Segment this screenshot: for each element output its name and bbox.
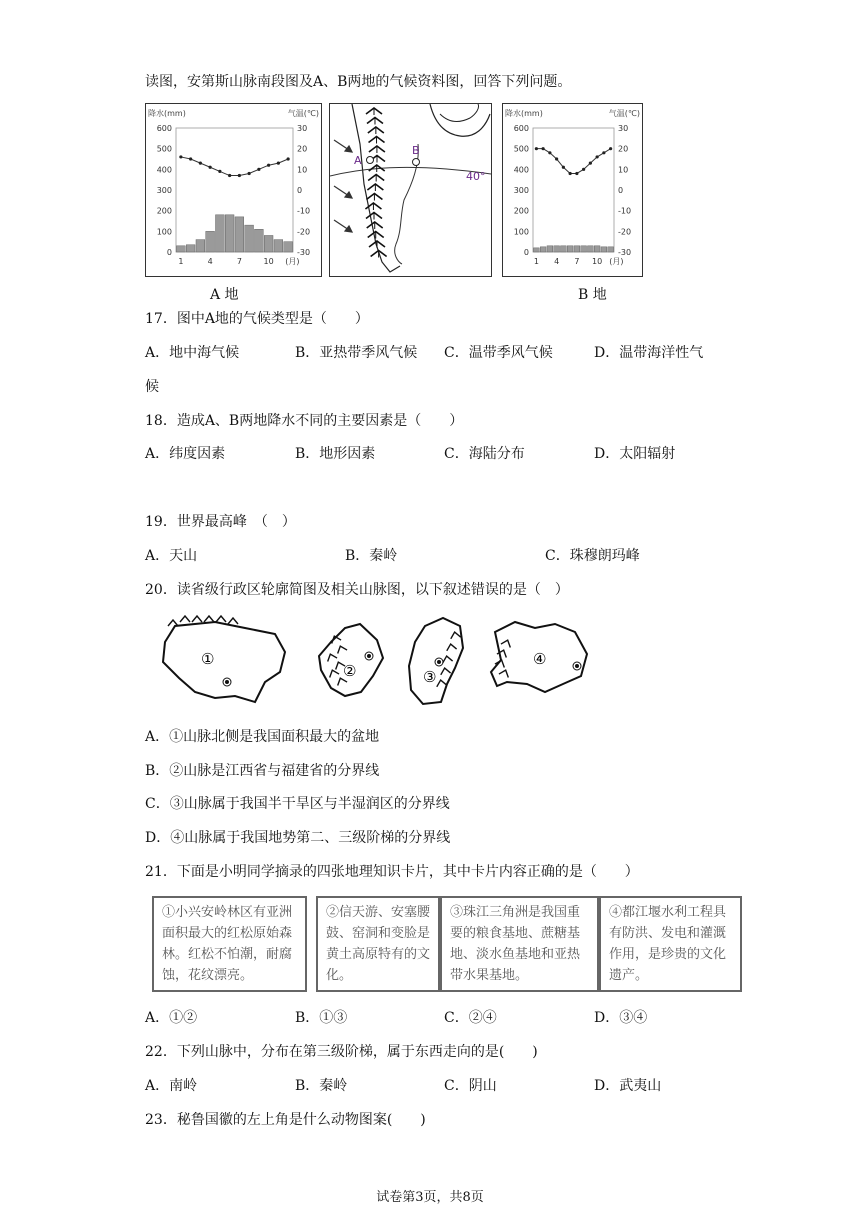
precip-bar: [245, 225, 254, 252]
precip-bar: [264, 235, 273, 252]
province-mountain-symbol: [336, 644, 347, 653]
andes-map-svg: [330, 104, 491, 276]
andes-map: [329, 103, 492, 277]
left-axis-label: 降水(mm): [148, 109, 186, 118]
intro-text: 读图，安第斯山脉南段图及A、B两地的气候资料图，回答下列问题。: [145, 74, 572, 90]
x-tick: 4: [554, 257, 560, 266]
temp-point: [277, 162, 280, 165]
temp-point: [248, 172, 251, 175]
temp-point: [267, 164, 270, 167]
province-mountain-symbol: [228, 618, 238, 624]
x-tick: 10: [263, 257, 274, 266]
province-mountain-symbol: [192, 616, 202, 622]
y-tick-left: 300: [513, 186, 529, 195]
q18-option-c[interactable]: C．海陆分布: [444, 446, 525, 462]
precip-bar: [567, 246, 573, 252]
page-footer: 试卷第3页，共8页: [376, 1190, 484, 1205]
mountain-chain: [365, 108, 386, 258]
q19-option-a[interactable]: A．天山: [145, 548, 198, 564]
precip-bar: [561, 246, 567, 252]
question-17-stem: 17．图中A地的气候类型是（ ）: [145, 311, 369, 327]
province-3-label: ③: [423, 668, 437, 686]
province-mountain-symbol: [450, 631, 461, 639]
province-1-label: ①: [201, 650, 215, 668]
q17-option-a[interactable]: A．地中海气候: [145, 345, 240, 361]
y-tick-left: 500: [156, 144, 172, 154]
y-tick-right: 20: [618, 144, 629, 154]
province-mountain-symbol: [168, 620, 178, 626]
province-outlines-svg: [155, 612, 615, 712]
q17-option-c[interactable]: C．温带季风气候: [444, 345, 553, 361]
temp-point: [189, 157, 192, 160]
precip-bar: [186, 245, 195, 252]
province-mountain-symbol: [328, 668, 339, 677]
question-20-stem: 20．读省级行政区轮廓简图及相关山脉图，以下叙述错误的是（ ）: [145, 582, 569, 598]
q21-option-c[interactable]: C．②④: [444, 1010, 497, 1026]
temp-point: [199, 162, 202, 165]
latitude-label: 40°: [466, 170, 486, 183]
knowledge-card-3: ③珠江三角洲是我国重要的粮食基地、蔗糖基地、淡水鱼基地和亚热带水果基地。: [440, 896, 599, 992]
province-mountain-symbol: [204, 616, 214, 622]
temp-point: [582, 168, 585, 171]
y-tick-right: -20: [297, 227, 311, 237]
q20-option-c[interactable]: C．③山脉属于我国半干旱区与半湿润区的分界线: [145, 796, 450, 812]
temp-line: [536, 149, 610, 174]
x-tick: 7: [236, 257, 242, 266]
province-mountain-symbol: [501, 638, 512, 647]
precip-bar: [540, 247, 546, 252]
temp-point: [542, 147, 545, 150]
x-unit: (月): [609, 257, 624, 266]
x-tick: 1: [178, 257, 184, 266]
temp-point: [228, 174, 231, 177]
precip-bar: [235, 217, 244, 252]
precip-bar: [588, 246, 594, 252]
climate-chart-a: [145, 103, 322, 277]
province-4-label: ④: [533, 650, 547, 668]
temp-point: [609, 147, 612, 150]
right-axis-label: 气温(℃): [287, 109, 319, 118]
province-mountain-symbol: [326, 652, 337, 661]
precip-bar: [216, 215, 225, 252]
precip-bar: [608, 247, 614, 252]
temp-point: [589, 162, 592, 165]
q18-option-d[interactable]: D．太阳辐射: [594, 446, 676, 462]
temp-point: [562, 166, 565, 169]
precip-bar: [547, 246, 553, 252]
temp-point: [596, 155, 599, 158]
q21-option-a[interactable]: A．①②: [145, 1010, 198, 1026]
province-2-label: ②: [343, 662, 357, 680]
province-mountain-symbol: [436, 679, 447, 687]
q20-option-d[interactable]: D．④山脉属于我国地势第二、三级阶梯的分界线: [145, 830, 451, 846]
q17-option-d-wrap: 候: [145, 379, 159, 395]
climate-chart-a-svg: [146, 104, 321, 276]
precip-bar: [177, 246, 186, 252]
x-tick: 1: [533, 257, 539, 266]
y-tick-right: 10: [618, 165, 629, 175]
temp-point: [287, 157, 290, 160]
q22-option-d[interactable]: D．武夷山: [594, 1078, 662, 1094]
temp-point: [569, 172, 572, 175]
temp-point: [218, 170, 221, 173]
y-tick-right: -30: [618, 248, 632, 257]
y-tick-left: 200: [513, 206, 529, 216]
temp-point: [238, 174, 241, 177]
y-tick-left: 400: [156, 165, 172, 175]
province-1-outline: [163, 622, 285, 702]
q18-option-b[interactable]: B．地形因素: [295, 446, 376, 462]
precip-bar: [255, 229, 264, 252]
question-23-stem: 23．秘鲁国徽的左上角是什么动物图案( ): [145, 1112, 426, 1128]
y-tick-right: 10: [297, 165, 308, 175]
y-tick-left: 200: [156, 206, 172, 216]
y-tick-left: 300: [156, 186, 172, 195]
right-axis-label: 气温(℃): [608, 109, 640, 118]
y-tick-left: 600: [156, 124, 172, 133]
knowledge-card-1: ①小兴安岭林区有亚洲面积最大的红松原始森林。红松不怕潮，耐腐蚀，花纹漂亮。: [152, 896, 307, 992]
y-tick-left: 600: [513, 124, 529, 133]
temp-line: [181, 157, 288, 176]
y-tick-left: 400: [513, 165, 529, 175]
x-unit: (月): [285, 257, 300, 266]
province-mountain-symbol: [446, 643, 457, 651]
y-tick-right: 0: [297, 186, 303, 195]
precip-bar: [206, 231, 215, 252]
precip-bar: [225, 215, 234, 252]
precip-bar: [574, 246, 580, 252]
caption-a: A 地: [210, 287, 239, 303]
question-22-stem: 22．下列山脉中，分布在第三级阶梯，属于东西走向的是( ): [145, 1044, 538, 1060]
q20-option-a[interactable]: A．①山脉北侧是我国面积最大的盆地: [145, 729, 380, 745]
x-tick: 10: [592, 257, 603, 266]
temp-point: [555, 157, 558, 160]
precip-bar: [534, 248, 540, 252]
y-tick-left: 100: [156, 227, 172, 237]
q22-option-c[interactable]: C．阴山: [444, 1078, 497, 1094]
temp-point: [548, 151, 551, 154]
question-21-stem: 21．下面是小明同学摘录的四张地理知识卡片，其中卡片内容正确的是（ ）: [145, 864, 639, 880]
temp-point: [179, 155, 182, 158]
point-a-marker: [367, 157, 374, 164]
temp-point: [535, 147, 538, 150]
q22-option-a[interactable]: A．南岭: [145, 1078, 198, 1094]
inlet-shape: [440, 104, 479, 121]
precip-bar: [601, 247, 607, 252]
q17-option-b[interactable]: B．亚热带季风气候: [295, 345, 418, 361]
x-tick: 7: [574, 257, 580, 266]
plot-frame: [176, 128, 293, 252]
q18-option-a[interactable]: A．纬度因素: [145, 446, 226, 462]
climate-chart-b: [502, 103, 643, 277]
y-tick-right: 20: [297, 144, 308, 154]
y-tick-left: 0: [523, 248, 529, 257]
x-tick: 4: [207, 257, 213, 266]
q17-option-d[interactable]: D．温带海洋性气: [594, 345, 704, 361]
label-b: B: [412, 144, 420, 157]
y-tick-left: 100: [513, 227, 529, 237]
question-19-stem: 19．世界最高峰 （ ）: [145, 514, 296, 530]
precip-bar: [581, 246, 587, 252]
q20-option-b[interactable]: B．②山脉是江西省与福建省的分界线: [145, 763, 380, 779]
plot-frame: [533, 128, 614, 252]
q22-option-b[interactable]: B．秦岭: [295, 1078, 348, 1094]
temp-point: [575, 172, 578, 175]
province-mountain-symbol: [440, 667, 451, 675]
q21-option-b[interactable]: B．①③: [295, 1010, 348, 1026]
province-mountain-symbol: [180, 616, 190, 622]
province-3-outline: [409, 618, 463, 704]
temp-point: [257, 168, 260, 171]
y-tick-left: 500: [513, 144, 529, 154]
knowledge-card-4: ④都江堰水利工程具有防洪、发电和灌溉作用，是珍贵的文化遗产。: [599, 896, 742, 992]
precip-bar: [274, 240, 283, 252]
province-mountain-symbol: [216, 616, 226, 622]
knowledge-card-2: ②信天游、安塞腰鼓、窑洞和变脸是黄土高原特有的文化。: [316, 896, 440, 992]
y-tick-right: 30: [618, 124, 629, 133]
q19-option-b[interactable]: B．秦岭: [345, 548, 398, 564]
precip-bar: [196, 240, 205, 252]
temp-point: [602, 151, 605, 154]
province-mountain-symbol: [499, 668, 510, 677]
temp-point: [209, 166, 212, 169]
y-tick-right: 0: [618, 186, 624, 195]
y-tick-right: -10: [618, 206, 632, 216]
westerly-wind-arrows: [334, 140, 352, 232]
precip-bar: [284, 242, 293, 252]
left-axis-label: 降水(mm): [505, 109, 543, 118]
point-b-marker: [413, 159, 420, 166]
climate-chart-b-svg: [503, 104, 642, 276]
label-a: A: [354, 154, 362, 167]
y-tick-right: -20: [618, 227, 632, 237]
question-18-stem: 18．造成A、B两地降水不同的主要因素是（ ）: [145, 413, 464, 429]
caption-b: B 地: [578, 287, 607, 303]
q19-option-c[interactable]: C．珠穆朗玛峰: [545, 548, 640, 564]
y-tick-right: -10: [297, 206, 311, 216]
y-tick-left: 0: [166, 248, 172, 257]
y-tick-right: -30: [297, 248, 311, 257]
precip-bar: [594, 246, 600, 252]
q21-option-d[interactable]: D．③④: [594, 1010, 648, 1026]
province-outlines: [155, 612, 615, 712]
y-tick-right: 30: [297, 124, 308, 133]
precip-bar: [554, 246, 560, 252]
